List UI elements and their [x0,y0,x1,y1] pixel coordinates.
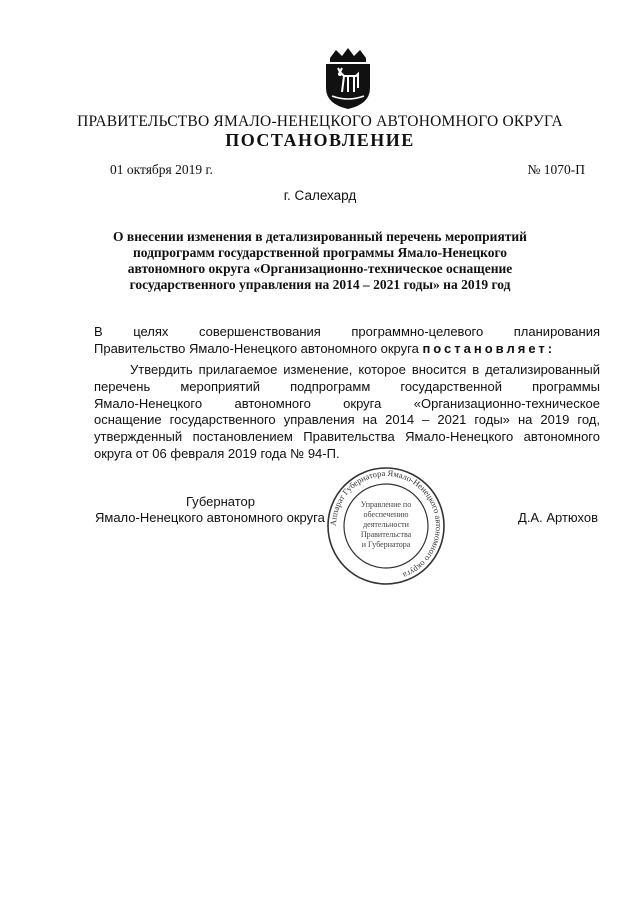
paragraph-line: утвержденный постановлением Правительства Ямало-Ненецкого автономного [94,429,600,445]
signatory-position-1: Губернатор [186,494,255,509]
paragraph-line: перечень мероприятий подпрограмм государственной программы [94,378,600,394]
coat-of-arms-emblem [322,48,374,110]
resolution-keyword: постановляет: [422,341,556,356]
preamble-line-1 [94,323,600,340]
document-subject: О внесении изменения в детализированный перечень мероприятий подпрограмм государственной программы Ямало-Ненецкого автономного округа «Организационно-техническое оснащение государственного управления на 2014 – 2021 годы» на 2019 год [113,229,527,292]
preamble-text-1: В целях совершенствования программно-целевого планирования [94,324,600,339]
paragraph-line: Ямало-Ненецкого автономного округа «Организационно-техническое [94,395,600,411]
official-stamp [325,465,447,587]
signatory-position-2: Ямало-Ненецкого автономного округа [95,510,325,525]
preamble-text-2: Правительство Ямало-Ненецкого автономного округа [94,341,419,356]
document-type: ПОСТАНОВЛЕНИЕ [225,130,415,150]
stamp-inner-line: и Губернатора [361,540,411,549]
paragraph-line: округа от 06 февраля 2019 года № 94-П. [94,445,340,461]
document-number: № 1070-П [527,162,585,177]
stamp-inner-line: Правительства [360,530,412,539]
paragraph-line: Утвердить прилагаемое изменение, которое вносится в детализированный [130,362,600,377]
stamp-inner-line: деятельности [363,520,409,529]
signatory-name: Д.А. Артюхов [518,510,598,525]
document-city: г. Салехард [283,188,357,203]
paragraph-line: оснащение государственного управления на 2014 – 2021 годы» на 2019 год, [94,412,600,428]
government-title: ПРАВИТЕЛЬСТВО ЯМАЛО-НЕНЕЦКОГО АВТОНОМНОГО ОКРУГА [77,113,563,130]
resolution-paragraph [94,362,600,463]
stamp-inner-line: Управление по [360,500,412,509]
stamp-ring-text: Аппарат Губернатора Ямало-Ненецкого автономного округа [327,467,445,581]
stamp-inner-line: обеспечению [363,510,409,519]
document-date: 01 октября 2019 г. [110,162,213,177]
preamble-line-2 [94,340,555,357]
